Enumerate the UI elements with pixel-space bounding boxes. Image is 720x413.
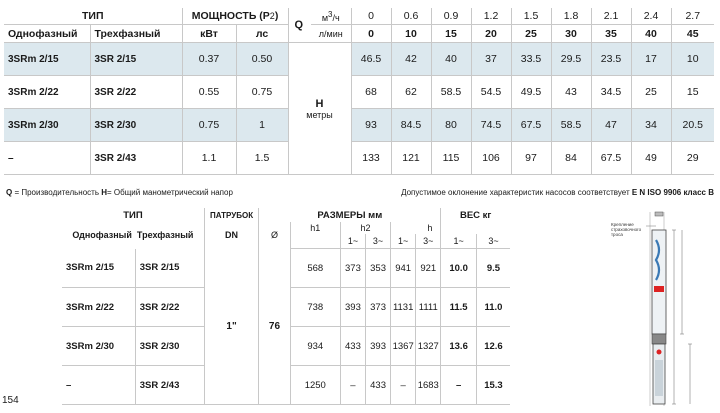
head-value: 34 [631,109,671,142]
h2-1-value: 373 [340,249,365,288]
tolerance-note: Допустимое оклонение характеристик насосов соответствует E N ISO 9906 класс B [401,188,714,197]
power-header: МОЩНОСТЬ (P2) [182,8,288,25]
model-three: 3SR 2/15 [135,249,204,288]
kw-header: кВт [182,25,236,43]
weight-3-value: 12.6 [476,327,510,366]
h-3-value: 921 [416,249,441,288]
table-row [62,249,510,288]
patrubok-header: ПАТРУБОК [204,208,258,222]
weight-1-value: – [441,366,477,405]
h-1-value: 1131 [391,288,416,327]
q-lmin-value: 35 [591,25,631,43]
head-value: 58.5 [431,76,471,109]
pump-drawing-icon [606,210,702,406]
model-three: 3SR 2/22 [135,288,204,327]
q-m3h-value: 0.9 [431,8,471,25]
q-m3h-value: 0 [351,8,391,25]
q-lmin-value: 25 [511,25,551,43]
power-kw: 0.75 [182,109,236,142]
h-3-value: 1111 [416,288,441,327]
weight-1-value: 10.0 [441,249,477,288]
h-label-cell [288,43,351,175]
q-m3h-value: 0.6 [391,8,431,25]
model-three: 3SR 2/43 [135,366,204,405]
model-single: – [62,366,135,405]
h2-header: h2 [340,222,390,234]
head-value: 93 [351,109,391,142]
head-value: 115 [431,142,471,175]
phase-1-label: 1~ [391,234,416,249]
head-value: 25 [631,76,671,109]
q-lmin-value: 45 [671,25,714,43]
phase-1-label: 1~ [441,234,477,249]
q-letter: Q [288,8,311,43]
head-value: 34.5 [591,76,631,109]
weight-3-value: 15.3 [476,366,510,405]
h2-3-value: 353 [366,249,391,288]
q-lmin-value: 20 [471,25,511,43]
model-single: 3SRm 2/22 [62,288,135,327]
q-m3h-value: 2.4 [631,8,671,25]
q-lmin-value: 0 [351,25,391,43]
power-hp: 1.5 [236,142,288,175]
phase-3-label: 3~ [366,234,391,249]
legend-note: Q = Производительность H= Общий манометрический напор [6,188,233,197]
h-1-value: – [391,366,416,405]
q-lmin-value: 10 [391,25,431,43]
head-value: 74.5 [471,109,511,142]
q-unit-lmin: л/мин [311,25,351,43]
q-lmin-value: 15 [431,25,471,43]
head-value: 49.5 [511,76,551,109]
power-kw: 1.1 [182,142,236,175]
phase-3-label: 3~ [416,234,441,249]
phase-3-label: 3~ [476,234,510,249]
h-3-value: 1327 [416,327,441,366]
performance-table [4,8,714,175]
model-three: 3SR 2/30 [90,109,182,142]
table-row [4,76,714,109]
model-single: 3SRm 2/30 [62,327,135,366]
q-m3h-value: 2.7 [671,8,714,25]
diameter-header: Ø [259,222,290,249]
q-m3h-value: 1.8 [551,8,591,25]
weight-3-value: 9.5 [476,249,510,288]
hp-header: лс [236,25,288,43]
h2-1-value: 393 [340,288,365,327]
single-phase-header: Однофазный [4,25,90,43]
figure-label: Крепление страховочного троса [611,222,642,237]
h2-3-value: 373 [366,288,391,327]
h2-1-value: 433 [340,327,365,366]
head-value: 58.5 [551,109,591,142]
model-three: 3SR 2/43 [90,142,182,175]
single-phase-header: Однофазный [72,230,132,241]
h2-3-value: 433 [366,366,391,405]
head-value: 133 [351,142,391,175]
head-value: 67.5 [591,142,631,175]
dim-tip-header: ТИП [62,208,204,222]
h1-value: 934 [290,327,340,366]
q-unit-m3h: м3/ч [311,8,351,25]
h-3-value: 1683 [416,366,441,405]
weight-header: ВЕС кг [459,209,492,221]
diameter-value: 76 [259,249,290,405]
dimensions-table [62,208,510,405]
head-value: 68 [351,76,391,109]
head-value: 67.5 [511,109,551,142]
phase-1-label: 1~ [340,234,365,249]
q-m3h-value: 1.2 [471,8,511,25]
three-phase-header: Трехфазный [136,230,194,241]
model-single: 3SRm 2/22 [4,76,90,109]
head-value: 43 [551,76,591,109]
dimensions-header: РАЗМЕРЫ мм [259,208,441,222]
weight-spacer [441,222,510,234]
head-value: 15 [671,76,714,109]
h2-3-value: 393 [366,327,391,366]
h1-value: 568 [290,249,340,288]
model-single: 3SRm 2/15 [4,43,90,76]
q-m3h-value: 2.1 [591,8,631,25]
model-three: 3SR 2/15 [90,43,182,76]
head-value: 62 [391,76,431,109]
head-value: 49 [631,142,671,175]
head-value: 84 [551,142,591,175]
head-value: 54.5 [471,76,511,109]
head-value: 46.5 [351,43,391,76]
head-value: 20.5 [671,109,714,142]
h1-value: 1250 [290,366,340,405]
tip-header: ТИП [4,8,182,25]
head-value: 23.5 [591,43,631,76]
head-value: 37 [471,43,511,76]
q-lmin-value: 30 [551,25,591,43]
head-value: 47 [591,109,631,142]
dn-header: DN [204,222,258,249]
model-three: 3SR 2/22 [90,76,182,109]
h1-value: 738 [290,288,340,327]
head-value: 121 [391,142,431,175]
model-single: – [4,142,90,175]
power-kw: 0.37 [182,43,236,76]
table-row [4,43,714,76]
weight-3-value: 11.0 [476,288,510,327]
h2-1-value: – [340,366,365,405]
head-value: 29.5 [551,43,591,76]
h-letter: H [315,97,324,110]
h-header: h [391,222,441,234]
head-value: 97 [511,142,551,175]
h-unit: метры [306,109,333,120]
h-1-value: 941 [391,249,416,288]
model-three: 3SR 2/30 [135,327,204,366]
phase-header-cell [62,222,204,249]
three-phase-header: Трехфазный [90,25,182,43]
model-single: 3SRm 2/30 [4,109,90,142]
h1-spacer [290,234,340,249]
power-hp: 0.75 [236,76,288,109]
q-lmin-value: 40 [631,25,671,43]
head-value: 106 [471,142,511,175]
power-hp: 0.50 [236,43,288,76]
head-value: 29 [671,142,714,175]
model-single: 3SRm 2/15 [62,249,135,288]
h1-header: h1 [290,222,340,234]
weight-1-value: 13.6 [441,327,477,366]
head-value: 10 [671,43,714,76]
table-row [4,109,714,142]
head-value: 17 [631,43,671,76]
weight-1-value: 11.5 [441,288,477,327]
power-hp: 1 [236,109,288,142]
head-value: 84.5 [391,109,431,142]
head-value: 80 [431,109,471,142]
page-number: 154 [2,395,19,406]
head-value: 33.5 [511,43,551,76]
h-1-value: 1367 [391,327,416,366]
q-m3h-value: 1.5 [511,8,551,25]
table-row [4,142,714,175]
head-value: 40 [431,43,471,76]
power-kw: 0.55 [182,76,236,109]
dn-value: 1" [204,249,258,405]
head-value: 42 [391,43,431,76]
